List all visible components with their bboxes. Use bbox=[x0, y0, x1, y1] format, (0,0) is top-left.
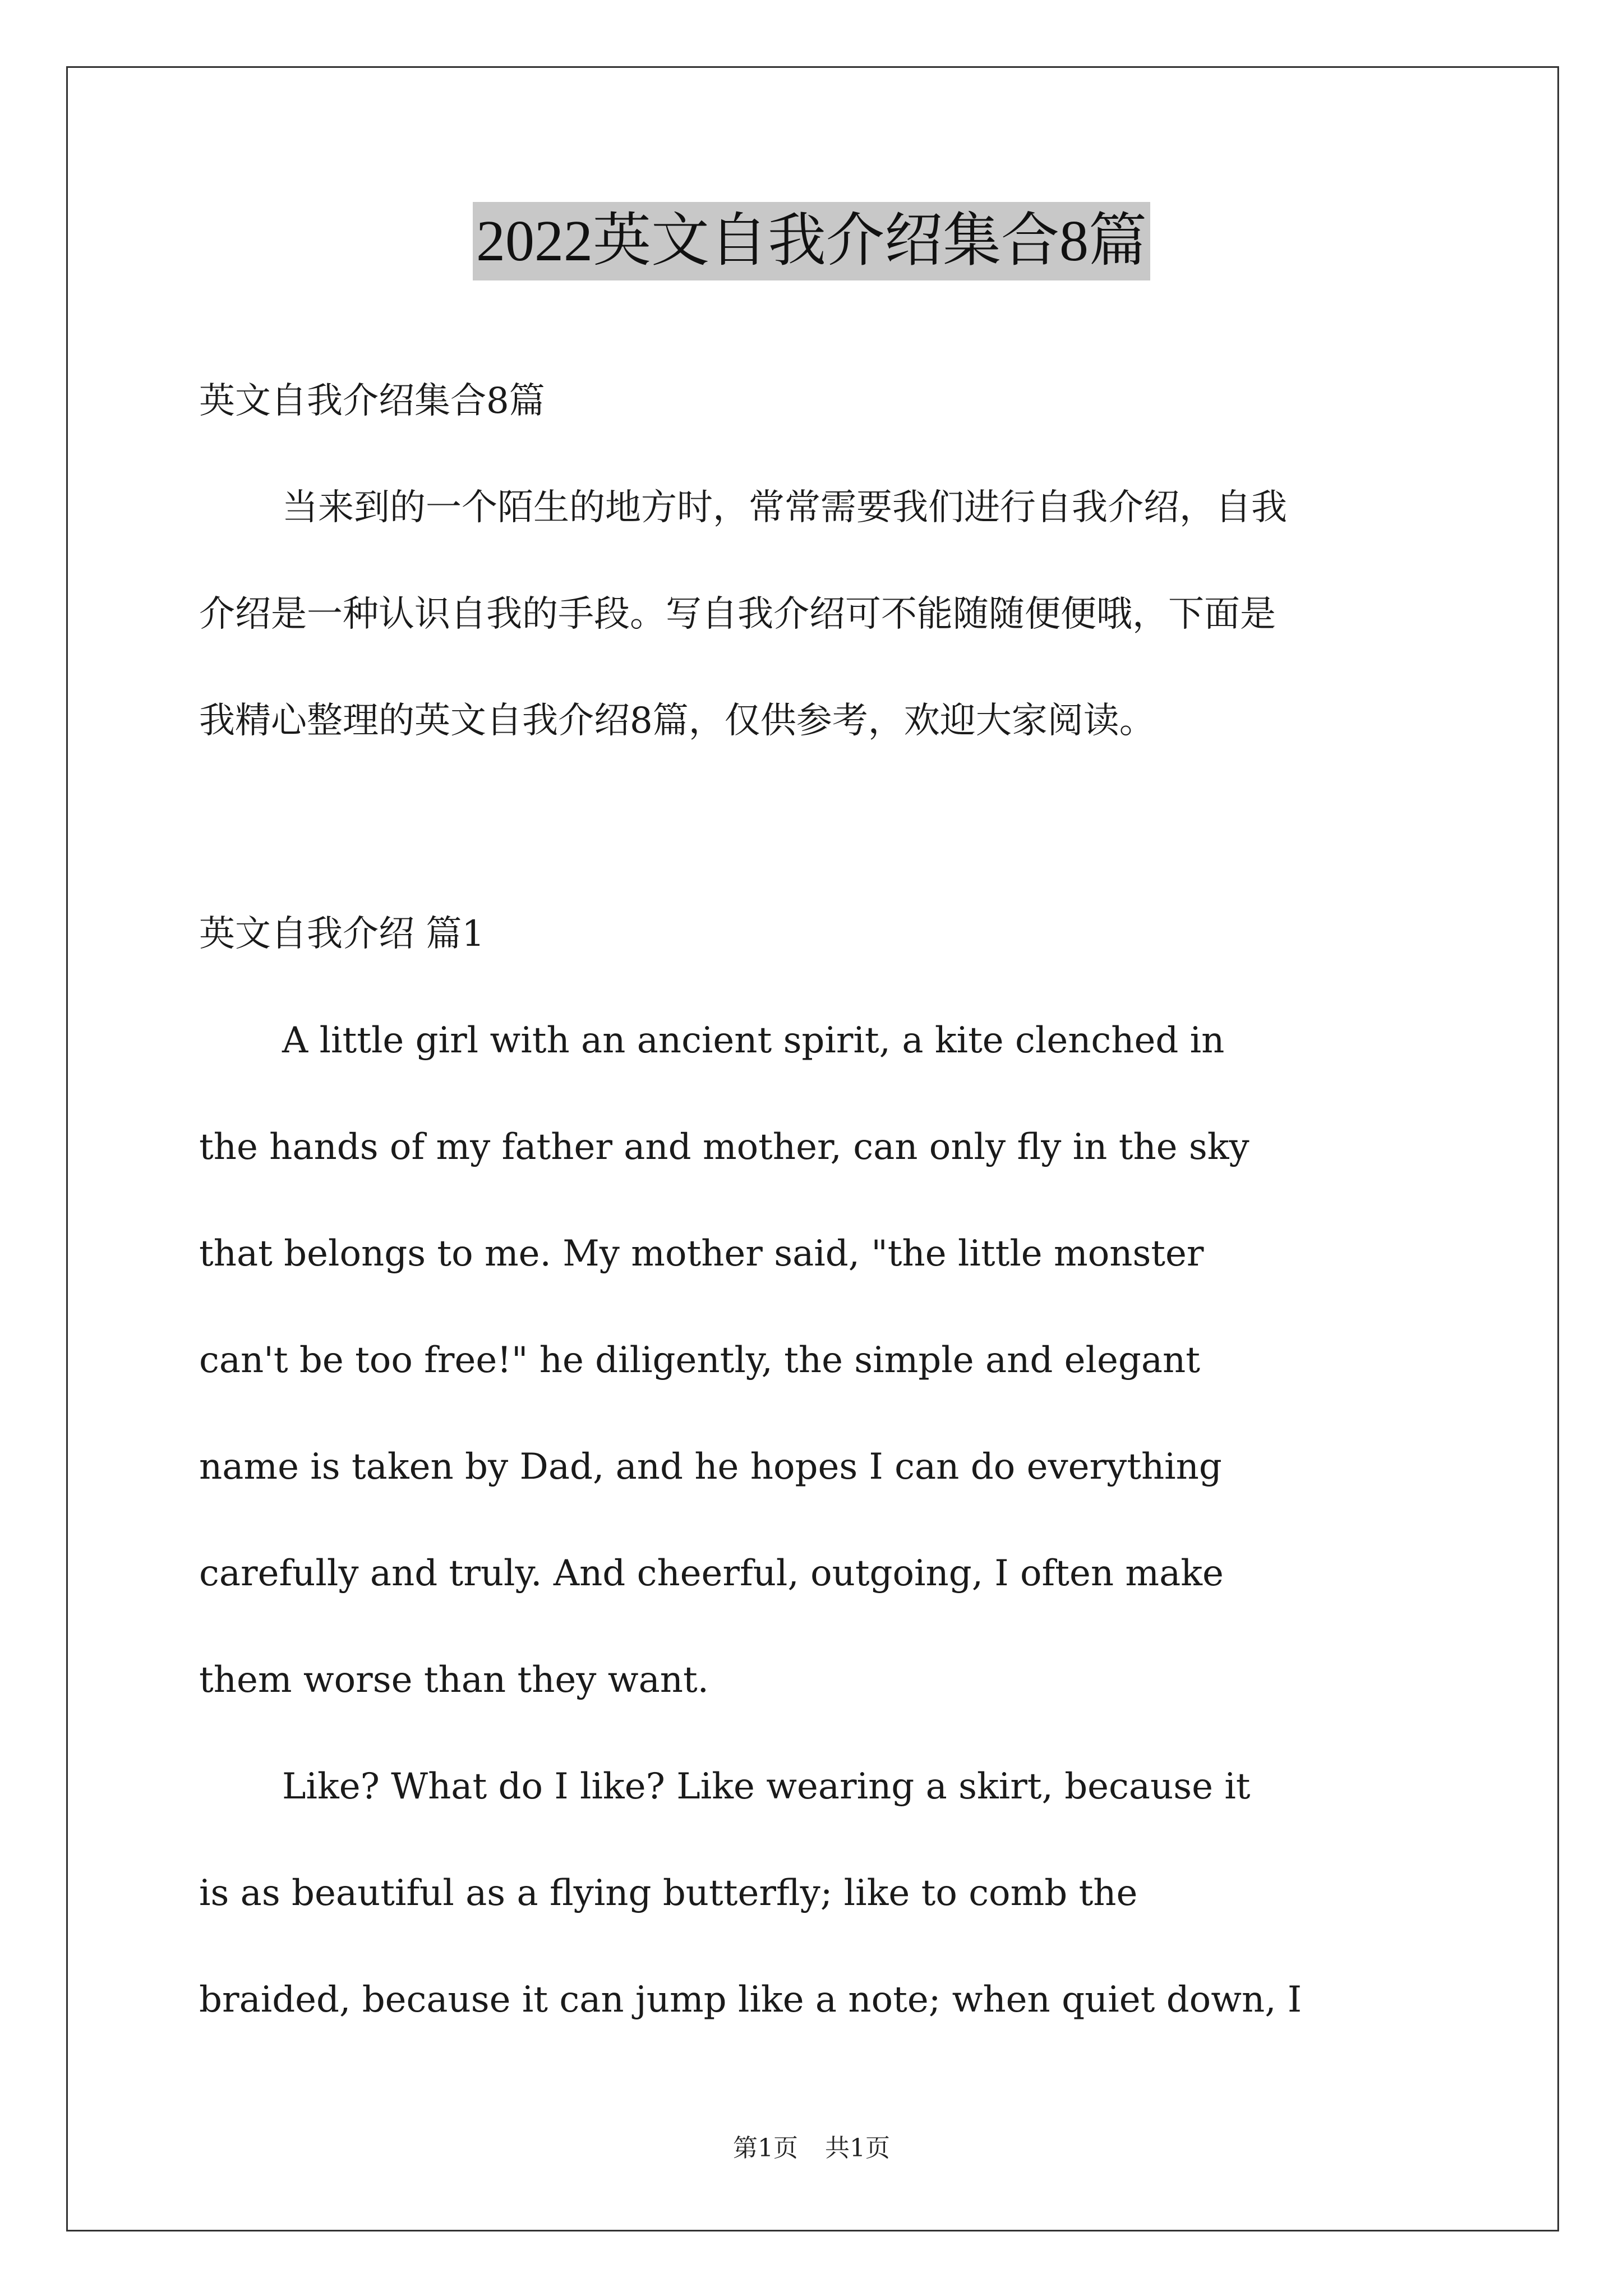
title-container bbox=[0, 202, 1623, 280]
paragraph-1-line: carefully and truly. And cheerful, outgoing, I often make bbox=[199, 1553, 1224, 1594]
document-title: 2022英文自我介绍集合8篇 bbox=[473, 202, 1150, 280]
intro-line: 介绍是一种认识自我的手段。写自我介绍可不能随随便便哦，下面是 bbox=[199, 593, 1276, 635]
paragraph-1-line: A little girl with an ancient spirit, a kite clenched in bbox=[282, 1020, 1225, 1061]
intro-line: 当来到的一个陌生的地方时，常常需要我们进行自我介绍，自我 bbox=[282, 487, 1287, 528]
paragraph-2-line: is as beautiful as a flying butterfly; like to comb the bbox=[199, 1872, 1138, 1914]
document-body bbox=[199, 348, 1430, 2053]
paragraph-2-line: braided, because it can jump like a note; when quiet down, I bbox=[199, 1979, 1302, 2021]
page-number: 第1页 bbox=[733, 2134, 798, 2162]
paragraph-1-line: them worse than they want. bbox=[199, 1659, 709, 1701]
paragraph-1-line: the hands of my father and mother, can only fly in the sky bbox=[199, 1126, 1249, 1168]
paragraph-2-line: Like? What do I like? Like wearing a skirt, because it bbox=[282, 1766, 1251, 1807]
document-subtitle: 英文自我介绍集合8篇 bbox=[199, 380, 545, 422]
paragraph-1-line: can't be too free!" he diligently, the simple and elegant bbox=[199, 1340, 1200, 1381]
paragraph-1-line: name is taken by Dad, and he hopes I can do everything bbox=[199, 1446, 1222, 1488]
paragraph-1-line: that belongs to me. My mother said, "the little monster bbox=[199, 1233, 1204, 1274]
page-total: 共1页 bbox=[825, 2134, 890, 2162]
page-footer bbox=[0, 2132, 1623, 2165]
intro-line: 我精心整理的英文自我介绍8篇，仅供参考，欢迎大家阅读。 bbox=[199, 700, 1155, 742]
section-heading: 英文自我介绍 篇1 bbox=[199, 913, 485, 955]
blank-line bbox=[199, 774, 1430, 881]
